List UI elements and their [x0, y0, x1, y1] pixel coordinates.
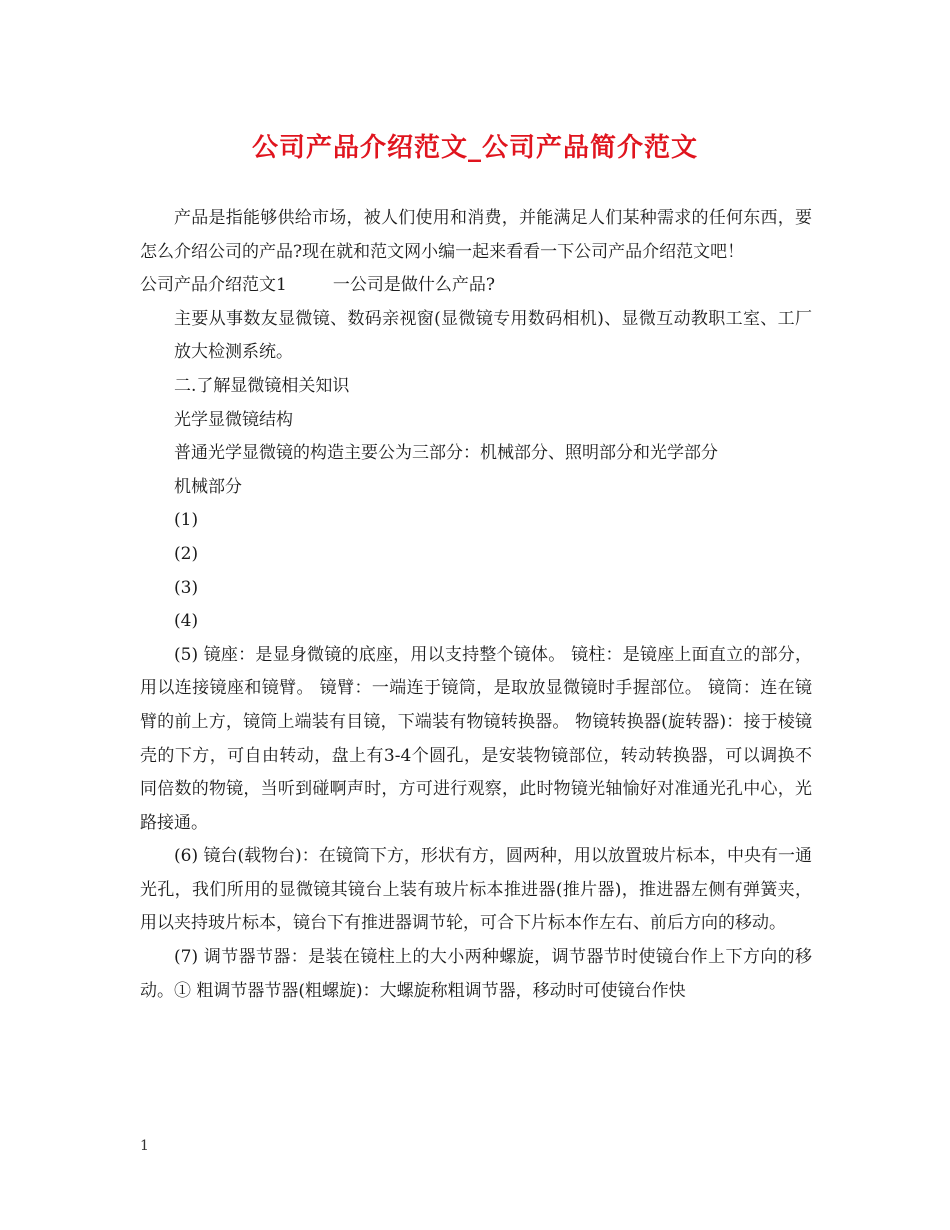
document-title: 公司产品介绍范文_公司产品简介范文	[251, 133, 698, 163]
list-item-2: (2)	[174, 543, 199, 564]
optical-structure-heading: 光学显微镜结构	[174, 409, 293, 430]
mechanical-heading: 机械部分	[174, 476, 242, 497]
item6-paragraph: (6) 镜台(载物台)：在镜筒下方，形状有方，圆两种，用以放置玻片标本，中央有一通光孔，我们所用的显微镜其镜台上装有玻片标本推进器(推片器)，推进器左侧有弹簧夹，用以夹持玻片标本，镜台下有推进器调节轮，可合下片标本作左右、前后方向的移动。	[140, 846, 812, 934]
section-two-heading: 二.了解显微镜相关知识	[174, 375, 350, 396]
item7-paragraph: (7) 调节器节器：是装在镜柱上的大小两种螺旋，调节器节时使镜台作上下方向的移动。① 粗调节器节器(粗螺旋)：大螺旋称粗调节器，移动时可使镜台作快	[140, 947, 812, 1001]
list-item-1: (1)	[174, 510, 199, 531]
list-item-3: (3)	[174, 577, 199, 598]
main-products-paragraph: 主要从事数友显微镜、数码亲视窗(显微镜专用数码相机)、显微互动教职工室、工厂放大检测系统。	[174, 308, 812, 363]
section-heading-right: 一公司是做什么产品?	[332, 275, 495, 296]
section-heading-left: 公司产品介绍范文1	[140, 275, 287, 296]
page-number: 1	[140, 1138, 149, 1154]
item5-paragraph: (5) 镜座：是显身微镜的底座，用以支持整个镜体。 镜柱：是镜座上面直立的部分，用以连接镜座和镜臂。 镜臂：一端连于镜筒，是取放显微镜时手握部位。 镜筒：连在镜臂的前上方，镜筒上端装有目镜，下端装有物镜转换器。 物镜转换器(旋转器)：接于棱镜壳的下方，可自由转动，盘上有3-4个圆孔，是安装物镜部位，转动转换器，可以调换不同倍数的物镜，当听到碰啊声时，方可进行观察，此时物镜光轴愉好对准通光孔中心，光路接通。	[140, 644, 812, 833]
three-parts-paragraph: 普通光学显微镜的构造主要公为三部分：机械部分、照明部分和光学部分	[174, 443, 718, 464]
section-heading	[140, 269, 812, 303]
intro-paragraph: 产品是指能够供给市场，被人们使用和消费，并能满足人们某种需求的任何东西，要怎么介绍公司的产品?现在就和范文网小编一起来看看一下公司产品介绍范文吧！	[140, 208, 812, 262]
list-item-4: (4)	[174, 611, 199, 632]
document-body	[140, 202, 812, 1008]
